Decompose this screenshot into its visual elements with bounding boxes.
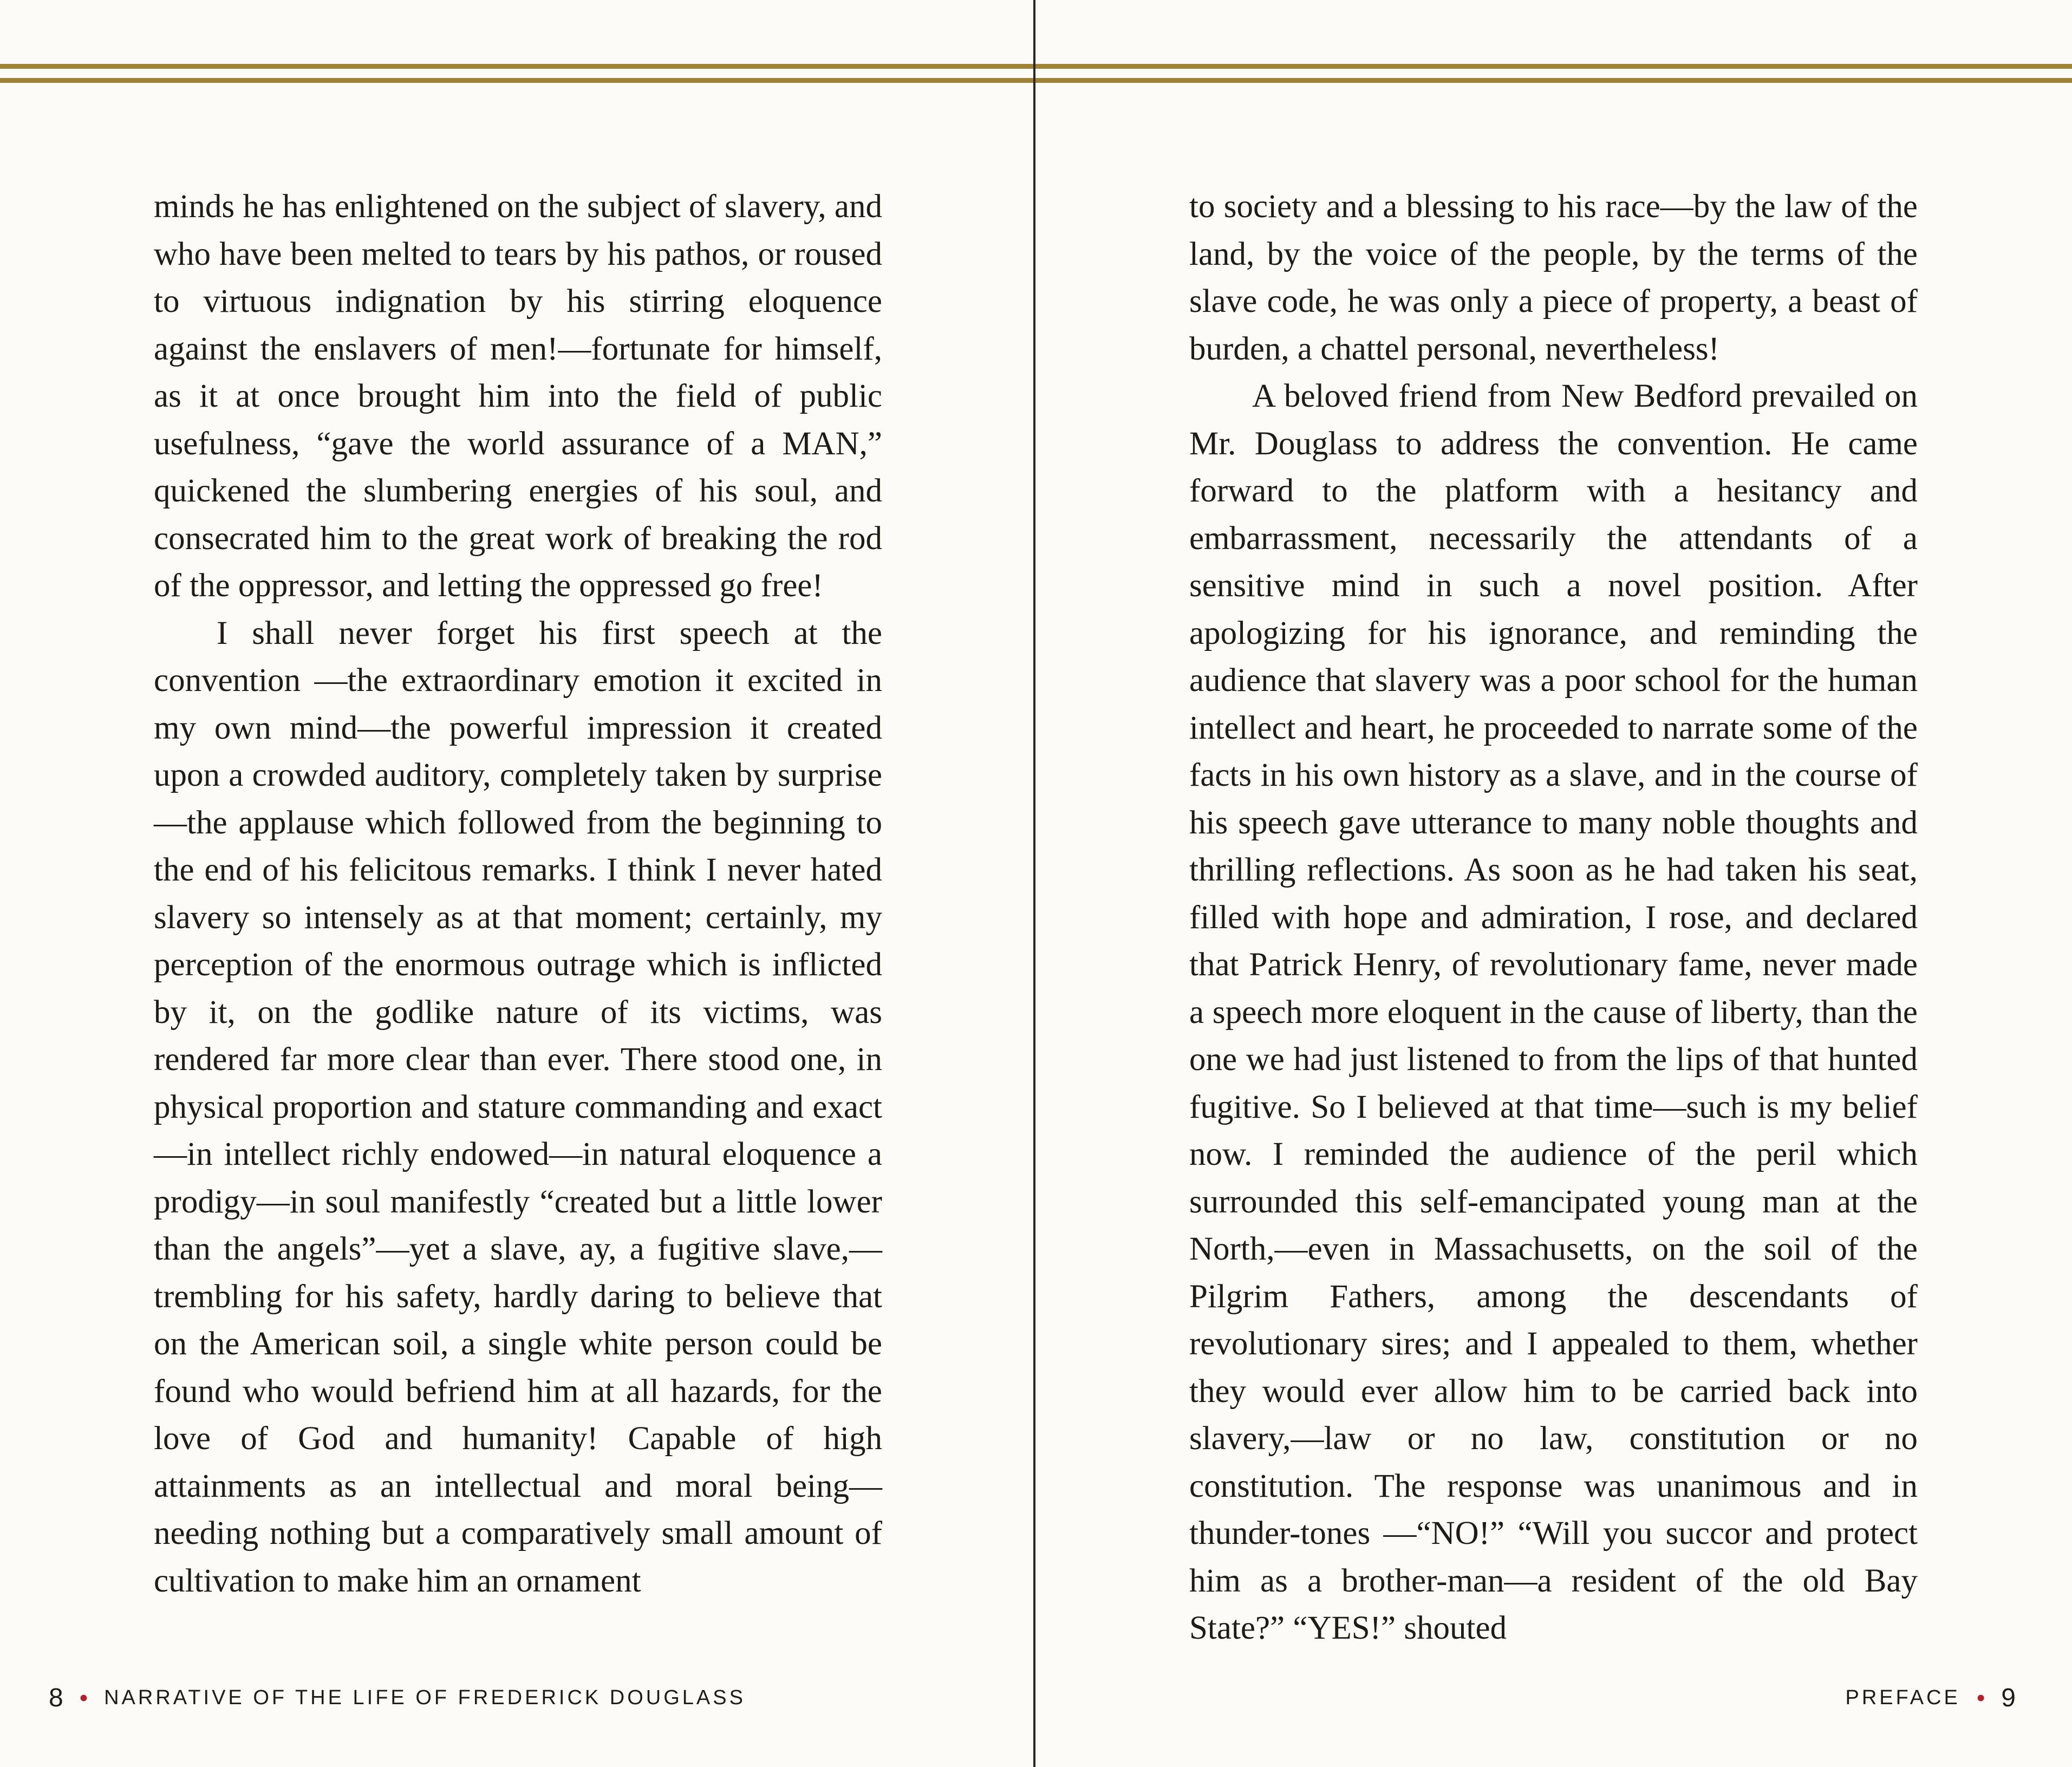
paragraph: to society and a blessing to his race—by the law of the land, by the voice of the people, by the terms of the slave code, he was only a piece of property, a beast of burden, a chattel personal, nevertheless! [1189,188,1918,367]
left-page-footer [49,1683,746,1713]
paragraph: I shall never forget his first speech at the convention —the extraordinary emotion it excited in my own mind—the powerful impression it created upon a crowded auditory, completely taken by surprise—the applause which followed from the beginning to the end of his felicitous remarks. I think I never hated slavery so intensely as at that moment; certainly, my perception of the enormous outrage which is inflicted by it, on the godlike nature of its victims, was rendered far more clear than ever. There stood one, in physical proportion and stature commanding and exact—in intellect richly endowed—in natural eloquence a prodigy—in soul manifestly “created but a little lower than the angels”—yet a slave, ay, a fugitive slave,—trembling for his safety, hardly daring to believe that on the American soil, a single white person could be found who would befriend him at all hazards, for the love of God and humanity! Capable of high attainments as an intellectual and moral being—needing nothing but a comparatively small amount of cultivation to make him an ornament [154,615,882,1599]
left-page-body [154,183,882,1605]
bullet-icon: • [79,1684,88,1711]
running-title: NARRATIVE OF THE LIFE OF FREDERICK DOUGLASS [104,1686,746,1709]
header-rule-top [0,64,2072,69]
right-page-body [1189,183,1918,1652]
bullet-icon: • [1976,1684,1985,1711]
paragraph: A beloved friend from New Bedford prevailed on Mr. Douglass to address the convention. He came forward to the platform with a hesitancy and embarrassment, necessarily the attendants of a sensitive mind in such a novel position. After apologizing for his ignorance, and reminding the audience that slavery was a poor school for the human intellect and heart, he proceeded to narrate some of the facts in his own history as a slave, and in the course of his speech gave utterance to many noble thoughts and thrilling reflections. As soon as he had taken his seat, filled with hope and admiration, I rose, and declared that Patrick Henry, of revolutionary fame, never made a speech more eloquent in the cause of liberty, than the one we had just listened to from the lips of that hunted fugitive. So I believed at that time—such is my belief now. I reminded the audience of the peril which surrounded this self-emancipated young man at the North,—even in Massachusetts, on the soil of the Pilgrim Fathers, among the descendants of revolutionary sires; and I appealed to them, whether they would ever allow him to be carried back into slavery,—law or no law, constitution or no constitution. The response was unanimous and in thunder-tones —“NO!” “Will you succor and protect him as a brother-man—a resident of the old Bay State?” “YES!” shouted [1189,378,1918,1646]
right-page-footer [1846,1683,2016,1713]
page-number: 8 [49,1684,63,1712]
page-gutter [1033,0,1035,1767]
running-title: PREFACE [1845,1686,1960,1709]
page-number: 9 [2001,1684,2016,1712]
paragraph: minds he has enlightened on the subject of slavery, and who have been melted to tears by his pathos, or roused to virtuous indignation by his stirring eloquence against the enslavers of men!—fortunate for himself, as it at once brought him into the field of public usefulness, “gave the world assurance of a MAN,” quickened the slumbering energies of his soul, and consecrated him to the great work of breaking the rod of the oppressor, and letting the oppressed go free! [154,188,882,604]
header-rule-bottom [0,78,2072,83]
